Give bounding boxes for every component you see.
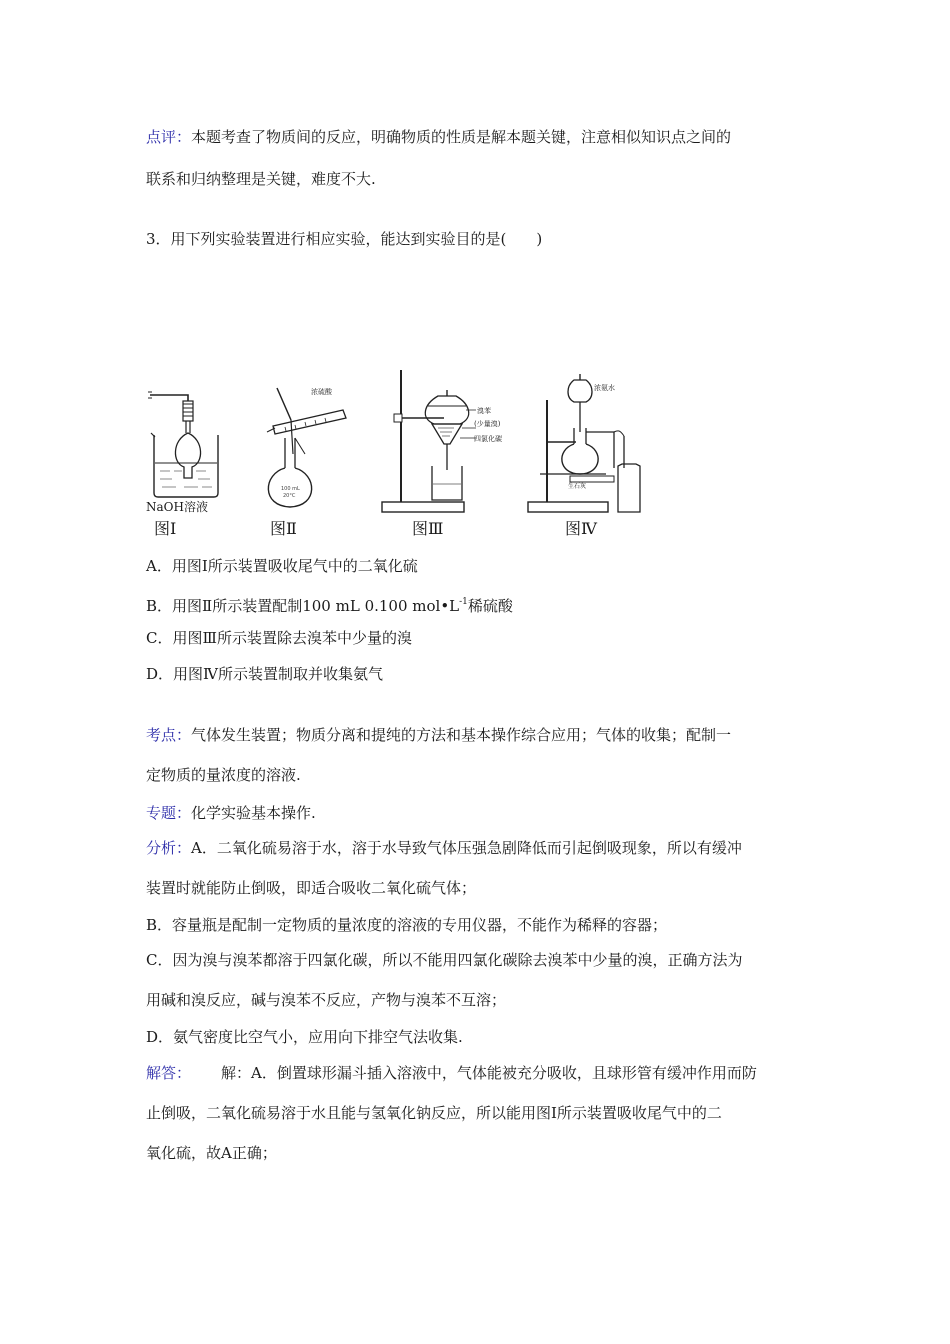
option-c: C．用图Ⅲ所示装置除去溴苯中少量的溴 [146, 629, 412, 647]
figure-1-apparatus [140, 385, 220, 515]
fenxi-line-1 [146, 838, 742, 858]
review-label: 点评： [146, 128, 192, 146]
figure-3-caption: 图Ⅲ [412, 519, 444, 538]
jieda-line-1 [146, 1063, 757, 1083]
zhuanti-line [146, 803, 316, 823]
fenxi-line-d: D．氨气密度比空气小，应用向下排空气法收集. [146, 1028, 463, 1046]
fenxi-line-c1: C．因为溴与溴苯都溶于四氯化碳，所以不能用四氯化碳除去溴苯中少量的溴，正确方法为 [146, 951, 743, 969]
option-b-text: B．用图Ⅱ所示装置配制100 mL 0.100 mol•L [146, 597, 460, 615]
figure-4-caption: 图Ⅳ [565, 519, 597, 538]
fenxi-text-a1: A．二氧化硫易溶于水，溶于水导致气体压强急剧降低而引起倒吸现象，所以有缓冲 [191, 839, 742, 857]
fenxi-line-c2: 用碱和溴反应，碱与溴苯不反应，产物与溴苯不互溶； [146, 991, 507, 1009]
figure-4-label-b: 生石灰 [568, 483, 587, 490]
figure-2-caption: 图Ⅱ [270, 519, 297, 538]
figure-4-label-a: 浓氨水 [594, 384, 615, 392]
kaodian-line-1 [146, 725, 731, 745]
jieda-line-2: 止倒吸，二氧化硫易溶于水且能与氢氧化钠反应，所以能用图Ⅰ所示装置吸收尾气中的二 [146, 1104, 722, 1122]
zhuanti-text: 化学实验基本操作. [191, 804, 316, 822]
review-text-1: 本题考查了物质间的反应，明确物质的性质是解本题关键，注意相似知识点之间的 [191, 128, 732, 146]
fenxi-line-2: 装置时就能防止倒吸，即适合吸收二氧化硫气体； [146, 879, 477, 897]
review-line-1 [146, 127, 731, 147]
figure-4-apparatus [524, 370, 648, 516]
figure-1-label: NaOH溶液 [146, 500, 208, 514]
figure-3-label-a: 溴苯 [477, 407, 491, 415]
figure-1-caption: 图Ⅰ [154, 519, 177, 538]
jieda-label: 解答： [146, 1064, 192, 1082]
fenxi-label: 分析： [146, 839, 192, 857]
figure-3-label-c: 四氯化碳 [474, 435, 502, 443]
figure-3-apparatus [378, 366, 508, 516]
option-b [146, 592, 513, 616]
zhuanti-label: 专题： [146, 804, 192, 822]
kaodian-line-2: 定物质的量浓度的溶液. [146, 766, 301, 784]
jieda-text-1: 解：A．倒置球形漏斗插入溶液中，气体能被充分吸收，且球形管有缓冲作用而防 [221, 1064, 757, 1082]
jieda-line-3: 氧化硫，故A正确； [146, 1144, 277, 1162]
option-b-suffix: 稀硫酸 [467, 597, 513, 615]
figure-2-flask-label-2: 20°C [283, 493, 296, 499]
figure-3-label-b: (少量溴) [474, 420, 501, 428]
review-line-2: 联系和归纳整理是关键，难度不大. [146, 170, 376, 188]
figure-2-label-top: 浓硫酸 [311, 388, 332, 396]
kaodian-label: 考点： [146, 726, 192, 744]
fenxi-line-b: B．容量瓶是配制一定物质的量浓度的溶液的专用仪器，不能作为稀释的容器； [146, 916, 668, 934]
figure-2-flask-label-1: 100 mL [281, 486, 300, 492]
kaodian-text-1: 气体发生装置；物质分离和提纯的方法和基本操作综合应用；气体的收集；配制一 [191, 726, 732, 744]
option-a: A．用图Ⅰ所示装置吸收尾气中的二氧化硫 [146, 557, 418, 575]
option-d: D．用图Ⅳ所示装置制取并收集氨气 [146, 665, 384, 683]
figure-2-apparatus [255, 382, 355, 512]
question-stem: 3．用下列实验装置进行相应实验，能达到实验目的是( ) [146, 230, 543, 248]
option-b-superscript: -1 [459, 597, 468, 607]
